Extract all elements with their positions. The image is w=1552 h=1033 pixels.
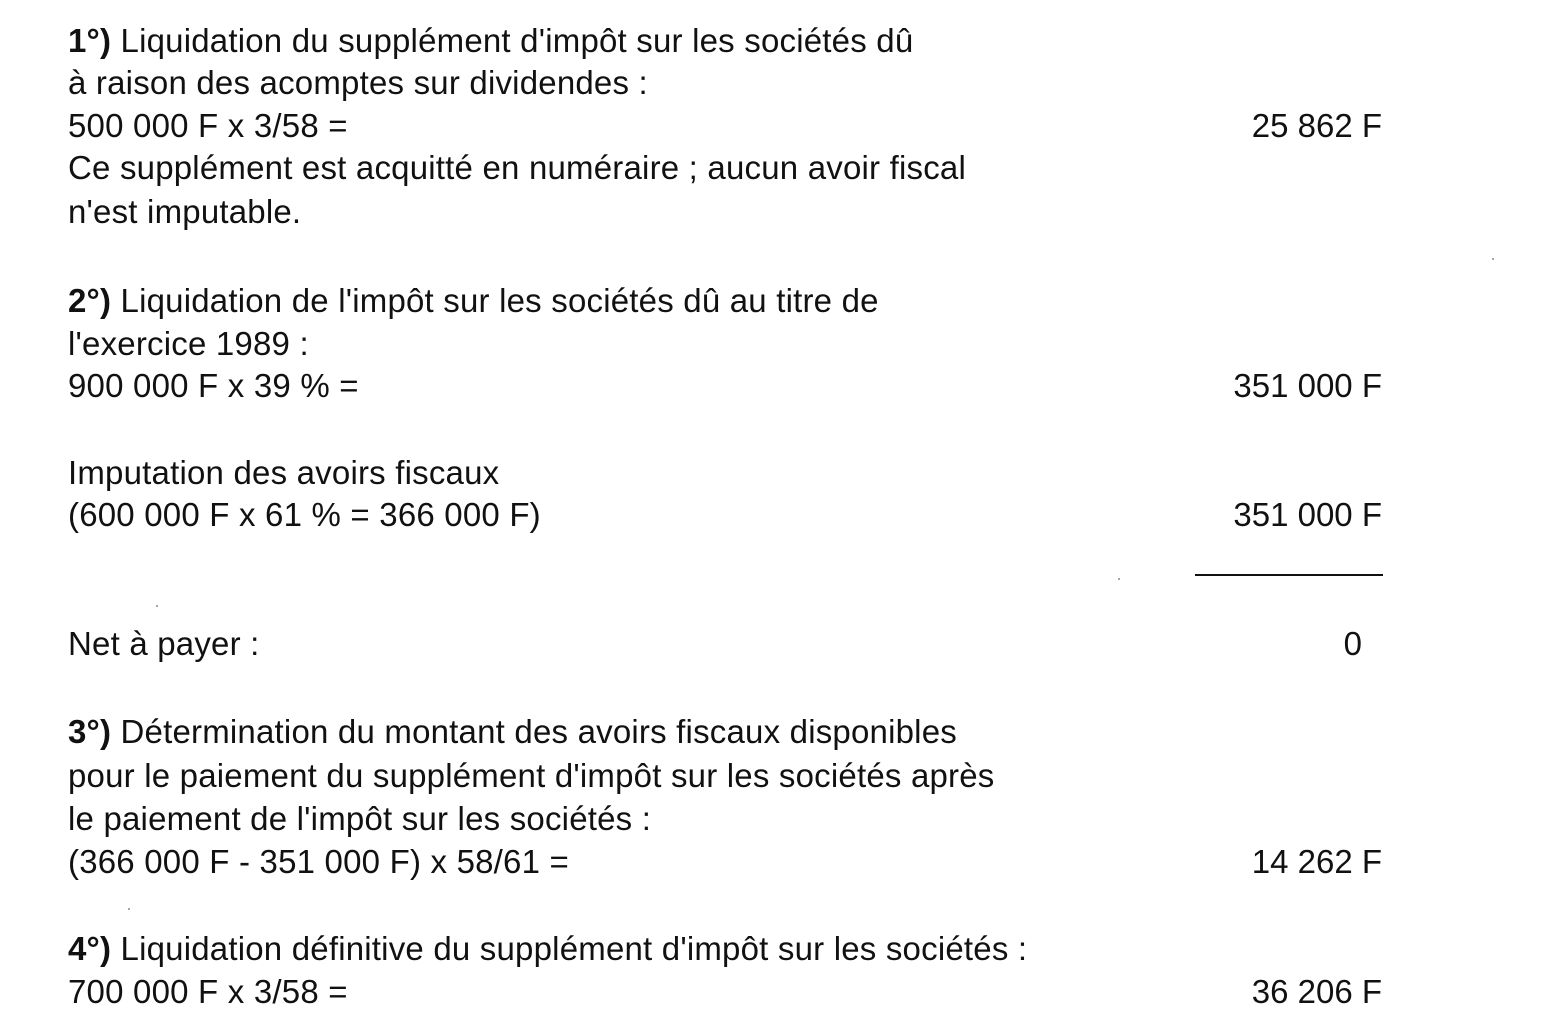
section-1-amount: 25 862 F bbox=[1251, 107, 1382, 144]
section-1-number: 1°) bbox=[68, 22, 112, 59]
section-3-number: 3°) bbox=[68, 713, 112, 750]
scan-speck bbox=[128, 908, 130, 910]
scan-speck bbox=[1492, 258, 1494, 260]
section-1-heading bbox=[68, 22, 913, 60]
section-3-amount: 14 262 F bbox=[1251, 843, 1382, 880]
section-1-note-line2: n'est imputable. bbox=[68, 193, 302, 230]
section-4-heading bbox=[68, 930, 1027, 968]
section-2-net-label: Net à payer : bbox=[68, 625, 260, 662]
section-1-title-line1: Liquidation du supplément d'impôt sur les sociétés dû bbox=[120, 22, 914, 59]
section-1-note-line1: Ce supplément est acquitté en numéraire ; aucun avoir fiscal bbox=[68, 149, 966, 186]
section-2-imputation-line2: (600 000 F x 61 % = 366 000 F) bbox=[68, 496, 541, 533]
section-1-title-line2: à raison des acomptes sur dividendes : bbox=[68, 64, 648, 101]
section-2-title-line2: l'exercice 1989 : bbox=[68, 325, 309, 362]
section-2-imputation-line1: Imputation des avoirs fiscaux bbox=[68, 454, 500, 491]
section-3-title-line2: pour le paiement du supplément d'impôt sur les sociétés après bbox=[68, 757, 995, 794]
section-2-title-line1: Liquidation de l'impôt sur les sociétés dû au titre de bbox=[120, 282, 879, 319]
section-4-number: 4°) bbox=[68, 930, 112, 967]
section-4-amount: 36 206 F bbox=[1251, 973, 1382, 1010]
section-2-net-amount: 0 bbox=[1343, 625, 1362, 662]
section-2-heading bbox=[68, 282, 879, 320]
section-3-heading bbox=[68, 713, 957, 751]
section-2-imputation-amount: 351 000 F bbox=[1233, 496, 1382, 533]
section-4-formula: 700 000 F x 3/58 = bbox=[68, 973, 348, 1010]
section-2-formula: 900 000 F x 39 % = bbox=[68, 367, 359, 404]
total-rule-divider bbox=[1195, 574, 1383, 576]
scan-speck bbox=[156, 605, 158, 607]
section-3-title-line3: le paiement de l'impôt sur les sociétés : bbox=[68, 800, 652, 837]
section-2-number: 2°) bbox=[68, 282, 112, 319]
section-2-amount: 351 000 F bbox=[1233, 367, 1382, 404]
section-4-title-line1: Liquidation définitive du supplément d'impôt sur les sociétés : bbox=[120, 930, 1028, 967]
scan-speck bbox=[1118, 578, 1120, 580]
section-1-formula: 500 000 F x 3/58 = bbox=[68, 107, 348, 144]
section-3-formula: (366 000 F - 351 000 F) x 58/61 = bbox=[68, 843, 569, 880]
section-3-title-line1: Détermination du montant des avoirs fiscaux disponibles bbox=[120, 713, 957, 750]
